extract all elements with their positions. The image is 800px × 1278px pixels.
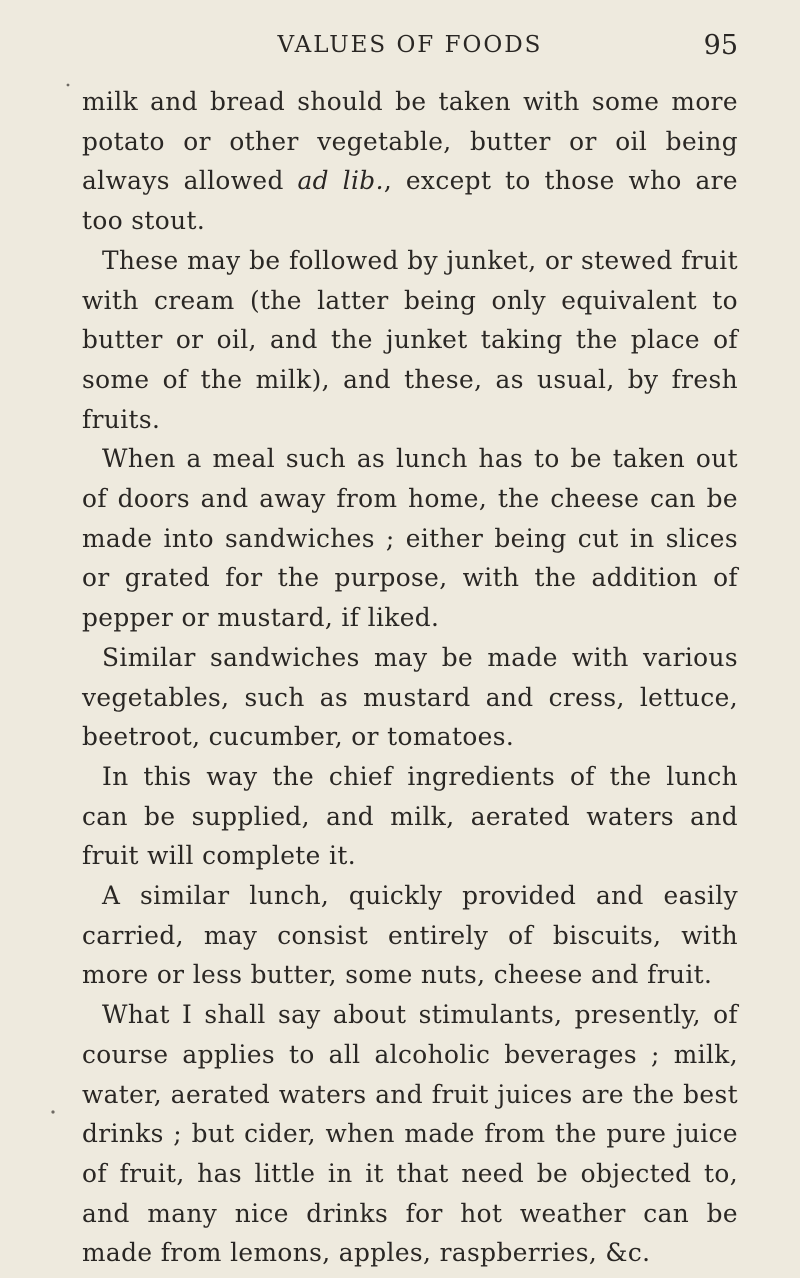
body-text <box>82 82 738 1273</box>
paragraph-2: These may be followed by junket, or stewed fruit with cream (the latter being only equivalent to butter or oil, and the junket taking the place of some of the milk), and these, as usual, by fresh fruits. <box>82 245 738 434</box>
running-title: VALUES OF FOODS <box>277 32 543 58</box>
paragraph-5: In this way the chief ingredients of the lunch can be supplied, and milk, aerated waters and fruit will complete it. <box>82 761 738 871</box>
paragraph-3: When a meal such as lunch has to be taken out of doors and away from home, the cheese can be made into sandwiches ; either being cut in slices or grated for the purpose, with the addition of pepper or mustard, if liked. <box>82 444 738 633</box>
paragraph-6: A similar lunch, quickly provided and easily carried, may consist entirely of biscuits, with more or less butter, some nuts, cheese and fruit. <box>82 881 738 990</box>
page-number: 95 <box>703 30 738 61</box>
paragraph-1: milk and bread should be taken with some more potato or other vegetable, butter or oil being always allowed ad lib., except to those who are too stout. <box>82 87 738 236</box>
paragraph-4: Similar sandwiches may be made with various vegetables, such as mustard and cress, lettuce, beetroot, cucumber, or tomatoes. <box>82 642 738 752</box>
italic-phrase: ad lib. <box>297 166 384 196</box>
paragraph-7: What I shall say about stimulants, presently, of course applies to all alcoholic beverages ; milk, water, aerated waters and fruit juices are the best drinks ; but cider, when made from the pure juice of fruit, has little in it that need be objected to, and many nice drinks for hot weather can be made from lemons, apples, raspberries, &c. <box>82 1000 738 1268</box>
